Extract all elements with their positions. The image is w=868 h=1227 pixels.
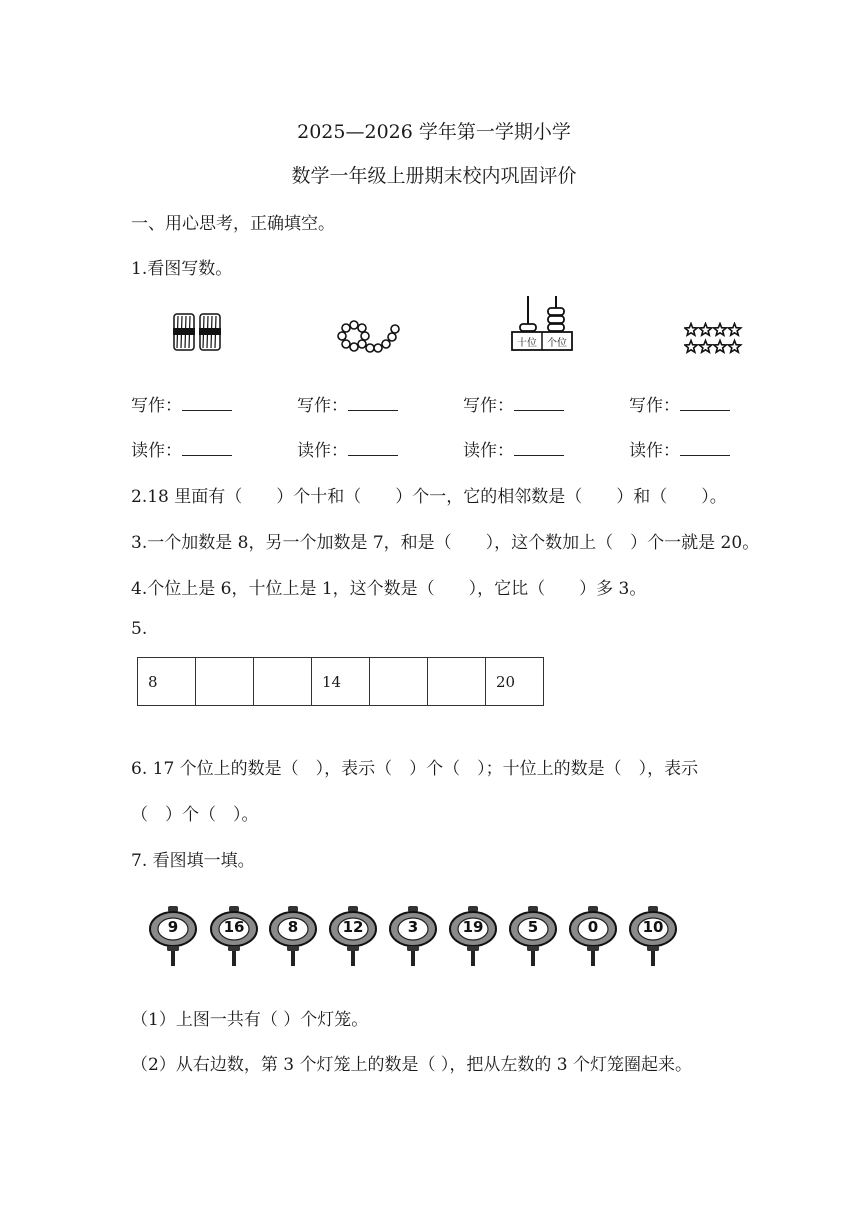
sequence-cell[interactable] [196, 658, 254, 706]
read-label: 读作： [131, 441, 182, 461]
star-icon [685, 324, 697, 336]
star-icon [699, 324, 711, 336]
lantern-number: 5 [527, 918, 539, 936]
question-6-line-2: （ ）个（ ）。 [131, 805, 259, 825]
abacus-image [510, 294, 574, 358]
lantern-number: 9 [167, 918, 179, 936]
page-subtitle: 数学一年级上册期末校内巩固评价 [291, 165, 577, 187]
lantern[interactable] [268, 905, 318, 967]
answer-blank[interactable] [680, 441, 730, 456]
question-5-label: 5. [131, 619, 148, 639]
answer-blank[interactable] [680, 396, 730, 411]
star-icon [714, 324, 726, 336]
question-7-label: 7. 看图填一填。 [131, 851, 255, 871]
question-1-label: 1.看图写数。 [131, 259, 233, 279]
star-icon [699, 341, 711, 353]
write-field-4[interactable] [629, 391, 730, 416]
read-field-3[interactable] [463, 436, 564, 461]
answer-blank[interactable] [348, 396, 398, 411]
page-title: 2025—2026 学年第一学期小学 [297, 121, 571, 143]
write-field-3[interactable] [463, 391, 564, 416]
answer-blank[interactable] [182, 441, 232, 456]
lantern-number: 8 [287, 918, 299, 936]
bead-string-image [334, 318, 400, 364]
read-label: 读作： [629, 441, 680, 461]
star-icon [714, 341, 726, 353]
stars-image [684, 322, 744, 360]
read-label: 读作： [297, 441, 348, 461]
answer-blank[interactable] [514, 396, 564, 411]
write-label: 写作： [463, 396, 514, 416]
write-label: 写作： [131, 396, 182, 416]
bundles-of-sticks-image [168, 310, 226, 358]
answer-blank[interactable] [348, 441, 398, 456]
question-2: 2.18 里面有（ ）个十和（ ）个一，它的相邻数是（ ）和（ ）。 [131, 487, 727, 507]
lantern[interactable] [328, 905, 378, 967]
read-field-4[interactable] [629, 436, 730, 461]
sequence-cell: 20 [486, 658, 544, 706]
write-field-1[interactable] [131, 391, 232, 416]
lantern-number: 16 [223, 918, 245, 936]
read-field-1[interactable] [131, 436, 232, 461]
answer-blank[interactable] [514, 441, 564, 456]
lantern[interactable] [148, 905, 198, 967]
sequence-cell: 14 [312, 658, 370, 706]
star-icon [685, 341, 697, 353]
write-label: 写作： [629, 396, 680, 416]
lantern[interactable] [628, 905, 678, 967]
sequence-cell[interactable] [428, 658, 486, 706]
lantern-number: 19 [462, 918, 484, 936]
read-field-2[interactable] [297, 436, 398, 461]
lantern-number: 12 [342, 918, 364, 936]
star-icon [728, 324, 740, 336]
lantern[interactable] [508, 905, 558, 967]
section-heading: 一、用心思考，正确填空。 [131, 214, 335, 234]
sequence-cell[interactable] [254, 658, 312, 706]
number-sequence-table [137, 657, 544, 706]
write-label: 写作： [297, 396, 348, 416]
read-label: 读作： [463, 441, 514, 461]
question-7-sub-1: （1）上图一共有（ ）个灯笼。 [131, 1010, 369, 1030]
answer-blank[interactable] [182, 396, 232, 411]
abacus-tens-label: 十位 [517, 338, 537, 349]
lantern[interactable] [209, 905, 259, 967]
lantern-number: 0 [587, 918, 599, 936]
lantern-number: 3 [407, 918, 419, 936]
lantern-number: 10 [642, 918, 664, 936]
lantern[interactable] [568, 905, 618, 967]
question-7-sub-2: （2）从右边数，第 3 个灯笼上的数是（ ），把从左数的 3 个灯笼圈起来。 [131, 1055, 692, 1075]
star-icon [728, 341, 740, 353]
lantern[interactable] [388, 905, 438, 967]
lantern[interactable] [448, 905, 498, 967]
sequence-cell: 8 [138, 658, 196, 706]
question-3: 3.一个加数是 8，另一个加数是 7，和是（ ），这个数加上（ ）个一就是 20。 [131, 533, 760, 553]
question-4: 4.个位上是 6，十位上是 1，这个数是（ ），它比（ ）多 3。 [131, 579, 647, 599]
abacus-ones-label: 个位 [547, 338, 567, 349]
sequence-cell[interactable] [370, 658, 428, 706]
write-field-2[interactable] [297, 391, 398, 416]
question-6-line-1: 6. 17 个位上的数是（ ），表示（ ）个（ ）；十位上的数是（ ），表示 [131, 759, 699, 779]
